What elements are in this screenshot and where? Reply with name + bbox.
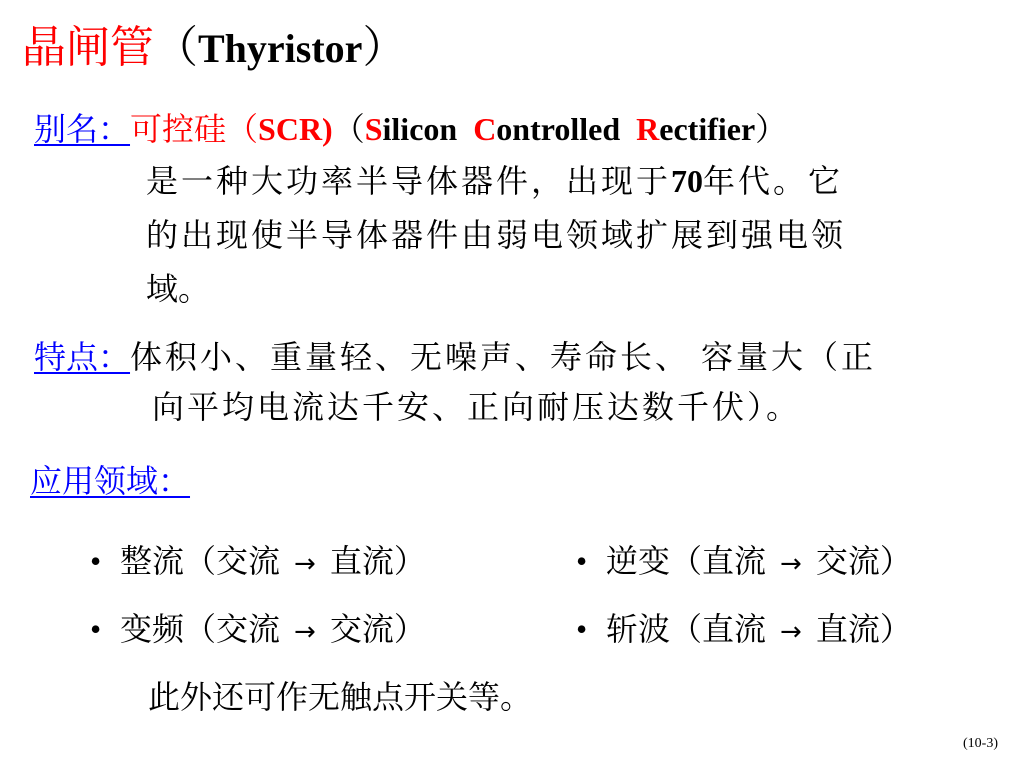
alias-desc-num: 70: [671, 163, 704, 199]
applications-label-row: [30, 458, 190, 504]
alias-desc-line-1: [146, 158, 843, 204]
application-name: 变频（交流: [120, 611, 281, 647]
title-close-paren: ）: [362, 23, 407, 72]
alias-s-rest: ilicon: [382, 111, 474, 147]
alias-desc-line-3: 域。: [146, 271, 211, 307]
alias-c-rest: ontrolled: [496, 111, 637, 147]
alias-desc-1a: 是一种大功率半导体器件，出现于: [146, 163, 672, 199]
alias-desc-1b: 年代。它: [703, 163, 844, 199]
bullet-icon: •: [90, 543, 102, 579]
right-arrow-icon: →: [294, 617, 316, 647]
application-name: 整流（交流: [120, 543, 281, 579]
application-target: 直流）: [329, 543, 426, 579]
right-arrow-icon: →: [780, 549, 802, 579]
application-item-invert: [576, 538, 912, 587]
application-name: 逆变（直流: [606, 543, 767, 579]
application-target: 直流）: [815, 611, 912, 647]
alias-line: [34, 106, 787, 152]
alias-full-close: ）: [755, 111, 788, 147]
applications-label-link[interactable]: 应用领域：: [30, 463, 191, 499]
features-label-link[interactable]: 特点：: [34, 339, 131, 375]
page-title: [22, 18, 406, 79]
features-text-1: 体积小、重量轻、无噪声、寿命长、 容量大（正: [130, 339, 877, 375]
bullet-icon: •: [90, 611, 102, 647]
application-item-frequency: [90, 606, 426, 655]
alias-s-cap: S: [364, 111, 383, 147]
application-target: 交流）: [329, 611, 426, 647]
alias-label-link[interactable]: 别名：: [34, 111, 131, 147]
application-item-chopper: [576, 606, 912, 655]
title-en: Thyristor: [198, 26, 363, 71]
applications-extra: 此外还可作无触点开关等。: [148, 679, 533, 715]
title-open-paren: （: [154, 23, 198, 72]
application-name: 斩波（直流: [606, 611, 767, 647]
right-arrow-icon: →: [780, 617, 802, 647]
alias-name-cn: 可控硅（: [130, 111, 259, 147]
page-number: (10-3): [963, 736, 998, 751]
alias-desc-line-2: 的出现使半导体器件由弱电领域扩展到强电领: [146, 217, 847, 253]
bullet-icon: •: [576, 611, 588, 647]
bullet-icon: •: [576, 543, 588, 579]
features-line-2: 向平均电流达千安、正向耐压达数千伏）。: [152, 389, 802, 425]
alias-abbr: SCR): [258, 111, 333, 147]
application-item-rectify: [90, 538, 426, 587]
alias-r-cap: R: [636, 111, 660, 147]
alias-r-rest: ectifier: [659, 111, 756, 147]
right-arrow-icon: →: [294, 549, 316, 579]
alias-c-cap: C: [473, 111, 497, 147]
features-line-1: [34, 334, 876, 380]
title-cn: 晶闸管: [22, 23, 154, 72]
alias-full-open: （: [332, 111, 365, 147]
application-target: 交流）: [815, 543, 912, 579]
